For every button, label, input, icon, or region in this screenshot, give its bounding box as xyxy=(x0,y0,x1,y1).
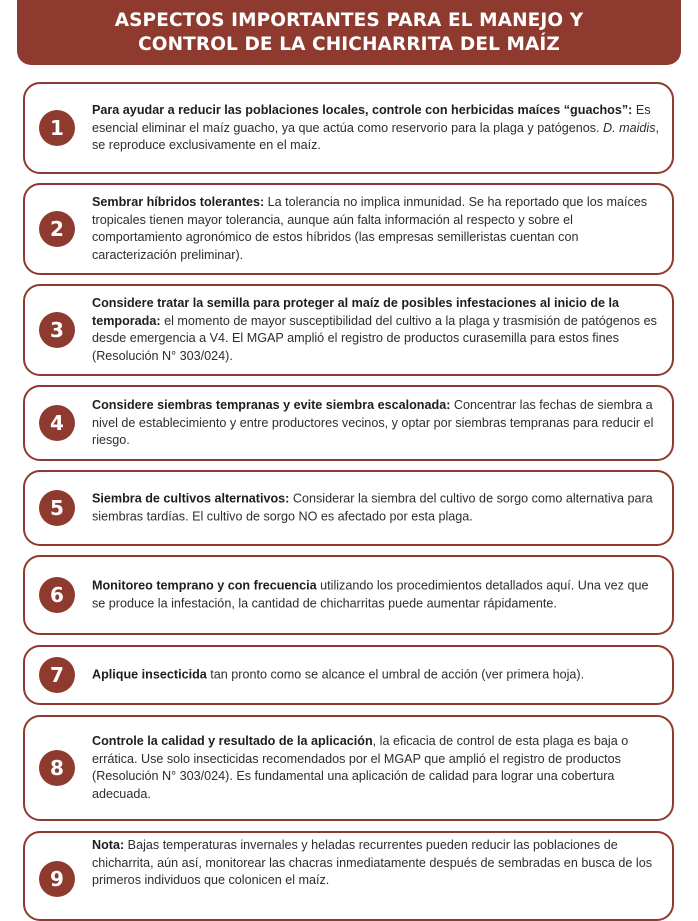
recommendation-body: utilizando los procedimientos detallados aquí. Una vez que se produce la infestación, la cantidad de chicharritas puede aumentar rápidamente. xyxy=(92,578,649,610)
title-line-2: CONTROL DE LA CHICHARRITA DEL MAÍZ xyxy=(138,33,560,55)
species-name: D. maidis xyxy=(603,120,656,135)
recommendation-card-1 xyxy=(23,82,674,174)
recommendation-text xyxy=(92,666,660,684)
recommendation-body: , la eficacia de control de esta plaga es baja o errática. Use solo insecticidas recomendados por el MGAP que amplió el registro de productos (Resolución N° 303/024). Es fundamental una aplicación de calidad para lograr una cobertura adecuada. xyxy=(92,734,629,801)
step-number-badge: 6 xyxy=(39,577,75,613)
step-number-badge: 9 xyxy=(39,861,75,897)
recommendation-body: Concentrar las fechas de siembra a nivel de establecimiento y entre productores vecinos, y optar por siembras tempranas para reducir el riesgo. xyxy=(92,397,654,447)
step-number-badge: 4 xyxy=(39,405,75,441)
recommendation-body-end: , se reproduce exclusivamente en el maíz. xyxy=(92,120,660,152)
title-banner xyxy=(17,0,681,65)
step-number-badge: 3 xyxy=(39,312,75,348)
recommendation-heading: Para ayudar a reducir las poblaciones locales, controle con herbicidas maíces “guachos”: xyxy=(92,102,633,117)
recommendation-card-5 xyxy=(23,470,674,546)
recommendation-card-8 xyxy=(23,715,674,821)
step-number-badge: 5 xyxy=(39,490,75,526)
recommendation-heading: Aplique insecticida xyxy=(92,667,207,682)
recommendation-body: Es esencial eliminar el maíz guacho, ya que actúa como reservorio para la plaga y patógenos. xyxy=(92,102,651,135)
recommendation-heading: Considere tratar la semilla para proteger al maíz de posibles infestaciones al inicio de la temporada: xyxy=(92,296,620,328)
recommendation-text xyxy=(92,837,660,890)
recommendation-heading: Nota: xyxy=(92,838,125,852)
title-line-1: ASPECTOS IMPORTANTES PARA EL MANEJO Y xyxy=(114,9,584,31)
step-number-badge: 2 xyxy=(39,211,75,247)
recommendation-text xyxy=(92,491,660,526)
recommendation-text xyxy=(92,102,660,155)
recommendation-text xyxy=(92,578,660,613)
recommendation-text xyxy=(92,397,660,450)
step-number-badge: 7 xyxy=(39,657,75,693)
recommendation-card-9 xyxy=(23,831,674,921)
recommendation-body: el momento de mayor susceptibilidad del cultivo a la plaga y trasmisión de patógenos es desde emergencia a V4. El MGAP amplió el registro de productos curasemilla para estos fines (Resolución N° 303/024). xyxy=(92,313,657,363)
recommendation-heading: Considere siembras tempranas y evite siembra escalonada: xyxy=(92,397,451,412)
recommendation-text xyxy=(92,295,660,365)
recommendation-body: tan pronto como se alcance el umbral de acción (ver primera hoja). xyxy=(206,667,585,682)
recommendation-text xyxy=(92,194,660,264)
recommendation-heading: Sembrar híbridos tolerantes: xyxy=(92,195,265,209)
step-number-badge: 8 xyxy=(39,750,75,786)
recommendation-card-4 xyxy=(23,385,674,461)
recommendation-card-3 xyxy=(23,284,674,376)
recommendation-card-7 xyxy=(23,645,674,705)
step-number-badge: 1 xyxy=(39,110,75,146)
recommendation-card-2 xyxy=(23,183,674,275)
recommendation-body: Considerar la siembra del cultivo de sorgo como alternativa para siembras tardías. El cultivo de sorgo NO es afectado por esta plaga. xyxy=(92,491,653,523)
recommendation-body: La tolerancia no implica inmunidad. Se ha reportado que los maíces tropicales tienen mayor tolerancia, aunque aún falta información al respecto y sobre el comportamiento agronómico de estos híbridos (las empresas semilleristas cuentan con caracterización preliminar). xyxy=(92,195,648,262)
recommendation-text xyxy=(92,733,660,803)
recommendation-card-6 xyxy=(23,555,674,635)
recommendation-heading: Controle la calidad y resultado de la aplicación xyxy=(92,734,373,748)
recommendation-heading: Siembra de cultivos alternativos: xyxy=(92,491,290,506)
recommendation-heading: Monitoreo temprano y con frecuencia xyxy=(92,578,317,593)
recommendation-body: Bajas temperaturas invernales y heladas recurrentes pueden reducir las poblaciones de chicharrita, aún así, monitorear las chacras inmediatamente después de sembradas en busca de los primeros individuos que colonicen el maíz. xyxy=(92,838,653,887)
